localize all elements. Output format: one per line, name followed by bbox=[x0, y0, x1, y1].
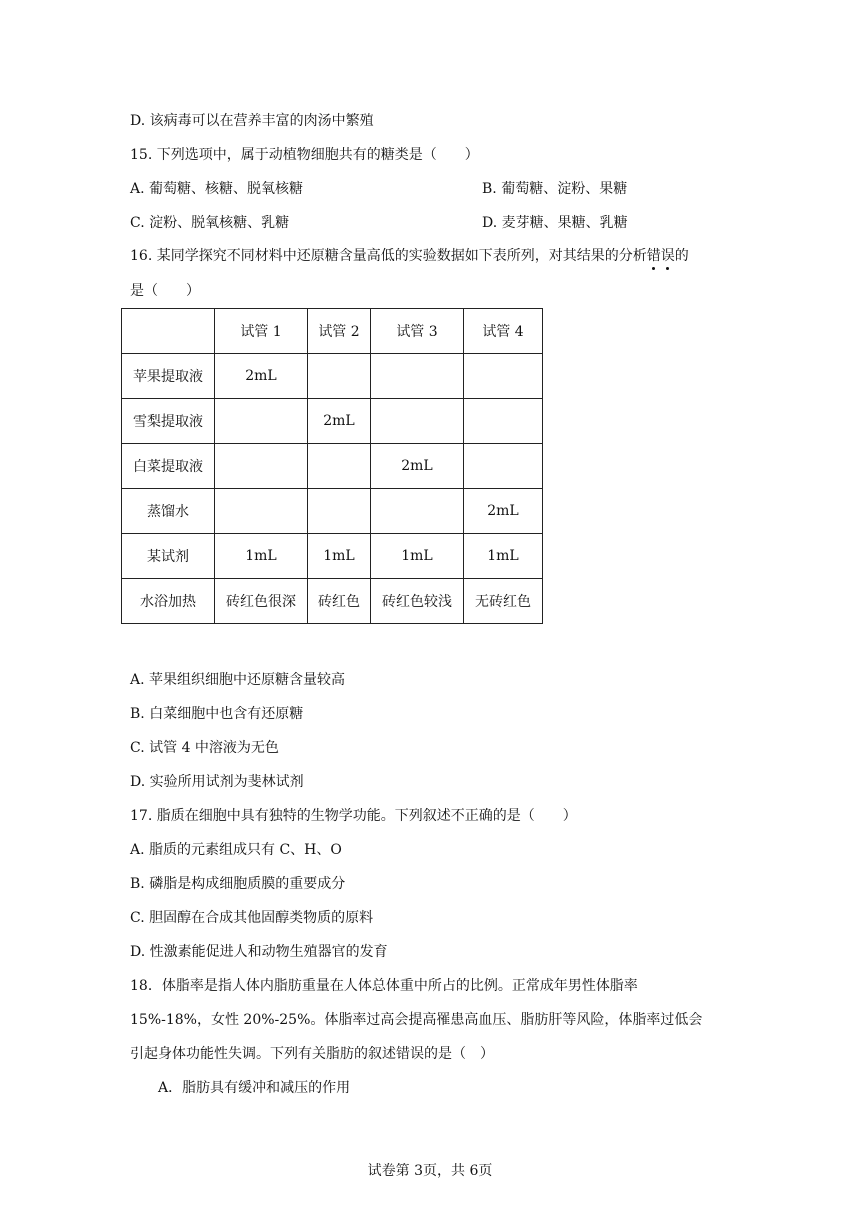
q17-option-b: B. 磷脂是构成细胞质膜的重要成分 bbox=[130, 876, 346, 892]
q15-stem: 15. 下列选项中，属于动植物细胞共有的糖类是（ ） bbox=[130, 147, 479, 163]
table-cell: 2mL bbox=[215, 354, 308, 399]
q17-option-a: A. 脂质的元素组成只有 C、H、O bbox=[130, 842, 342, 858]
q16-stem-line2: 是（ ） bbox=[130, 283, 200, 299]
table-cell: 2mL bbox=[464, 489, 543, 534]
table-cell: 1mL bbox=[215, 534, 308, 579]
table-cell: 1mL bbox=[308, 534, 371, 579]
table-header-cell: 试管 1 bbox=[215, 309, 308, 354]
table-row bbox=[122, 489, 543, 534]
q18-stem-line3: 引起身体功能性失调。下列有关脂肪的叙述错误的是（ ） bbox=[130, 1046, 494, 1062]
table-cell bbox=[464, 399, 543, 444]
table-cell: 某试剂 bbox=[122, 534, 215, 579]
q14-option-d: D. 该病毒可以在营养丰富的肉汤中繁殖 bbox=[130, 113, 374, 129]
q16-stem-tail: 的 bbox=[674, 248, 689, 264]
table-row bbox=[122, 444, 543, 489]
q15-option-a: A. 葡萄糖、核糖、脱氧核糖 bbox=[130, 181, 304, 197]
table-cell bbox=[371, 489, 464, 534]
table-cell bbox=[215, 399, 308, 444]
table-cell: 无砖红色 bbox=[464, 579, 543, 624]
q15-option-d: D. 麦芽糖、果糖、乳糖 bbox=[482, 215, 628, 231]
q17-option-c: C. 胆固醇在合成其他固醇类物质的原料 bbox=[130, 910, 374, 926]
table-cell: 2mL bbox=[371, 444, 464, 489]
q16-option-d: D. 实验所用试剂为斐林试剂 bbox=[130, 774, 304, 790]
table-cell: 1mL bbox=[371, 534, 464, 579]
table-cell: 砖红色很深 bbox=[215, 579, 308, 624]
table-cell: 砖红色较浅 bbox=[371, 579, 464, 624]
table-cell bbox=[371, 399, 464, 444]
table-cell: 蒸馏水 bbox=[122, 489, 215, 534]
q18-option-a: A．脂肪具有缓冲和减压的作用 bbox=[158, 1080, 351, 1096]
table-cell bbox=[215, 444, 308, 489]
table-cell bbox=[371, 354, 464, 399]
table-row bbox=[122, 354, 543, 399]
table-cell bbox=[464, 354, 543, 399]
q16-stem-text: 16. 某同学探究不同材料中还原糖含量高低的实验数据如下表所列，对其结果的分析 bbox=[130, 248, 647, 264]
table-cell bbox=[308, 444, 371, 489]
table-header-cell bbox=[122, 309, 215, 354]
table-cell: 砖红色 bbox=[308, 579, 371, 624]
table-header-row bbox=[122, 309, 543, 354]
table-cell: 白菜提取液 bbox=[122, 444, 215, 489]
page-footer: 试卷第 3页，共 6页 bbox=[367, 1163, 493, 1179]
q18-stem-line1: 18．体脂率是指人体内脂肪重量在人体总体重中所占的比例。正常成年男性体脂率 bbox=[130, 978, 638, 994]
table-cell bbox=[464, 444, 543, 489]
q16-option-c: C. 试管 4 中溶液为无色 bbox=[130, 740, 279, 756]
q17-option-d: D. 性激素能促进人和动物生殖器官的发育 bbox=[130, 944, 388, 960]
q17-stem: 17. 脂质在细胞中具有独特的生物学功能。下列叙述不正确的是（ ） bbox=[130, 808, 577, 824]
table-row bbox=[122, 399, 543, 444]
q15-option-b: B. 葡萄糖、淀粉、果糖 bbox=[482, 181, 628, 197]
table-cell: 苹果提取液 bbox=[122, 354, 215, 399]
q18-stem-line2: 15%-18%，女性 20%-25%。体脂率过高会提高罹患高血压、脂肪肝等风险，体脂率过低会 bbox=[130, 1012, 703, 1028]
q16-emphasis-1: 错 bbox=[646, 248, 661, 264]
table-cell bbox=[308, 489, 371, 534]
table-cell: 雪梨提取液 bbox=[122, 399, 215, 444]
table-cell bbox=[215, 489, 308, 534]
table-cell: 2mL bbox=[308, 399, 371, 444]
table-header-cell: 试管 2 bbox=[308, 309, 371, 354]
table-header-cell: 试管 4 bbox=[464, 309, 543, 354]
table-cell bbox=[308, 354, 371, 399]
q16-emphasis-2: 误 bbox=[660, 248, 675, 264]
q15-option-c: C. 淀粉、脱氧核糖、乳糖 bbox=[130, 215, 290, 231]
experiment-table bbox=[121, 308, 543, 624]
table-cell: 水浴加热 bbox=[122, 579, 215, 624]
table-row bbox=[122, 534, 543, 579]
table-cell: 1mL bbox=[464, 534, 543, 579]
q16-option-b: B. 白菜细胞中也含有还原糖 bbox=[130, 706, 304, 722]
table-header-cell: 试管 3 bbox=[371, 309, 464, 354]
q16-option-a: A. 苹果组织细胞中还原糖含量较高 bbox=[130, 672, 346, 688]
q16-stem-line1 bbox=[130, 246, 689, 266]
table-row bbox=[122, 579, 543, 624]
